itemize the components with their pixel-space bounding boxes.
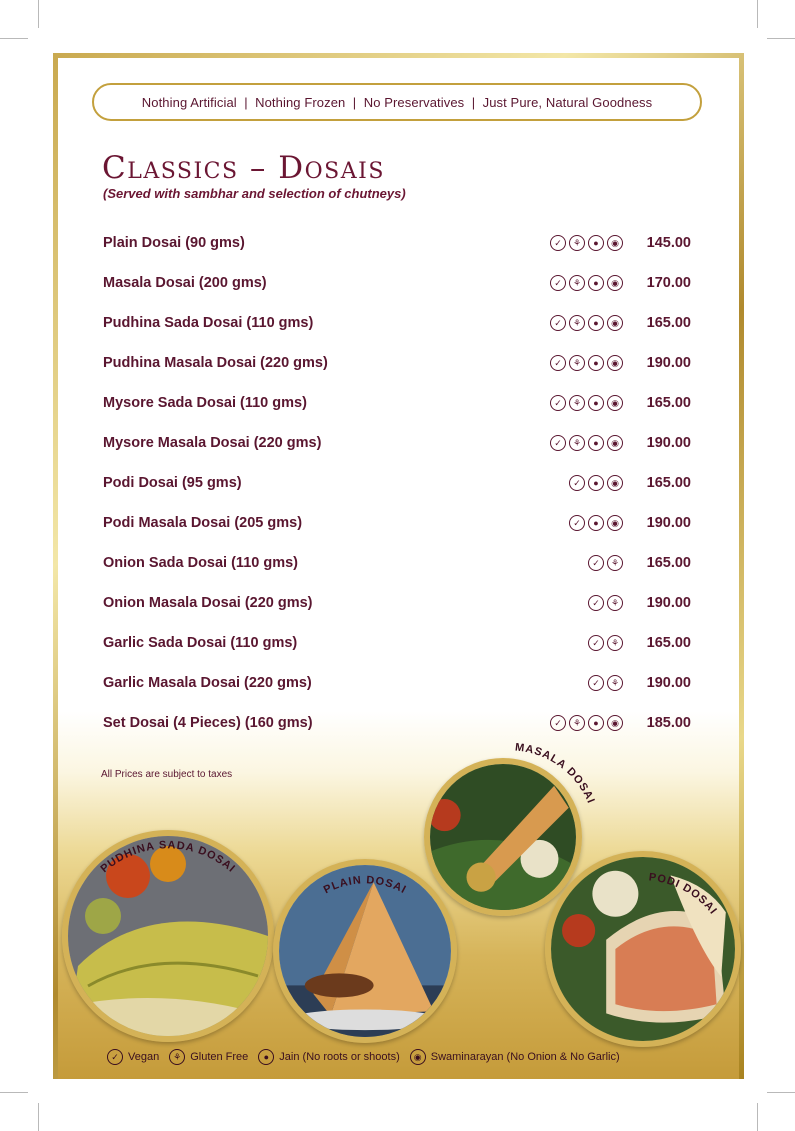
label-podi-dosai	[545, 830, 741, 940]
menu-item	[103, 550, 691, 590]
gluten-free-icon: ⚘	[569, 275, 585, 291]
gluten-free-icon: ⚘	[569, 435, 585, 451]
menu-item-diet-icons	[550, 235, 623, 251]
menu-item-name: Garlic Sada Dosai (110 gms)	[103, 635, 298, 651]
menu-item-name: Mysore Sada Dosai (110 gms)	[103, 395, 307, 411]
menu-item-diet-icons	[550, 275, 623, 291]
menu-item-price: 165.00	[646, 475, 691, 491]
svg-text:PUDHINA SADA DOSAI	[98, 839, 237, 875]
swaminarayan-icon: ◉	[410, 1049, 426, 1065]
vegan-icon: ✓	[588, 595, 604, 611]
section-title: Classics – Dosais	[102, 150, 385, 186]
gluten-free-icon: ⚘	[169, 1049, 185, 1065]
crop-mark	[767, 1092, 795, 1093]
menu-item-diet-icons	[588, 555, 623, 571]
menu-item	[103, 390, 691, 430]
vegan-icon: ✓	[550, 275, 566, 291]
menu-item-name: Onion Sada Dosai (110 gms)	[103, 555, 298, 571]
vegan-icon: ✓	[550, 235, 566, 251]
gluten-free-icon: ⚘	[569, 315, 585, 331]
menu-item	[103, 350, 691, 390]
gluten-free-icon: ⚘	[607, 555, 623, 571]
menu-item-price: 190.00	[646, 355, 691, 371]
menu-item-price: 190.00	[646, 595, 691, 611]
label-masala-text: MASALA DOSAI	[514, 741, 598, 806]
tagline-banner	[92, 83, 702, 121]
vegan-icon: ✓	[107, 1049, 123, 1065]
jain-icon: ●	[588, 235, 604, 251]
jain-icon: ●	[588, 715, 604, 731]
menu-item-diet-icons	[550, 435, 623, 451]
menu-item-price: 190.00	[646, 675, 691, 691]
swaminarayan-icon: ◉	[607, 235, 623, 251]
menu-item-diet-icons	[569, 475, 623, 491]
menu-item	[103, 310, 691, 350]
crop-mark	[0, 38, 28, 39]
menu-item	[103, 270, 691, 310]
svg-text:MASALA DOSAI	[514, 741, 597, 805]
swaminarayan-icon: ◉	[607, 315, 623, 331]
label-pudhina-sada-dosai	[62, 803, 274, 923]
menu-item-name: Podi Dosai (95 gms)	[103, 475, 242, 491]
menu-item-name: Plain Dosai (90 gms)	[103, 235, 245, 251]
swaminarayan-icon: ◉	[607, 395, 623, 411]
legend-vegan-label: Vegan	[128, 1051, 160, 1063]
swaminarayan-icon: ◉	[607, 275, 623, 291]
menu-item	[103, 510, 691, 550]
menu-item	[103, 630, 691, 670]
menu-page-frame	[53, 53, 744, 1079]
menu-item-price: 190.00	[646, 515, 691, 531]
vegan-icon: ✓	[569, 515, 585, 531]
gluten-free-icon: ⚘	[569, 235, 585, 251]
jain-icon: ●	[588, 475, 604, 491]
svg-text:PLAIN DOSAI	[322, 874, 409, 896]
swaminarayan-icon: ◉	[607, 515, 623, 531]
vegan-icon: ✓	[550, 355, 566, 371]
legend-jain	[258, 1049, 399, 1065]
menu-item-price: 185.00	[646, 715, 691, 731]
crop-mark	[767, 38, 795, 39]
label-pudhina-text: PUDHINA SADA DOSAI	[98, 839, 238, 876]
dietary-legend	[107, 1049, 620, 1065]
legend-swaminarayan-label: Swaminarayan (No Onion & No Garlic)	[430, 1051, 620, 1063]
svg-text:PODI DOSAI	[648, 871, 719, 917]
menu-item-name: Podi Masala Dosai (205 gms)	[103, 515, 303, 531]
vegan-icon: ✓	[550, 715, 566, 731]
vegan-icon: ✓	[550, 435, 566, 451]
crop-mark	[38, 1103, 39, 1131]
menu-item-price: 165.00	[646, 555, 691, 571]
vegan-icon: ✓	[569, 475, 585, 491]
menu-page	[58, 58, 739, 1079]
menu-item-price: 170.00	[646, 275, 691, 291]
vegan-icon: ✓	[588, 555, 604, 571]
gluten-free-icon: ⚘	[607, 675, 623, 691]
legend-gluten-free-label: Gluten Free	[190, 1051, 249, 1063]
menu-item-diet-icons	[569, 515, 623, 531]
jain-icon: ●	[258, 1049, 274, 1065]
menu-item-diet-icons	[588, 595, 623, 611]
legend-swaminarayan	[410, 1049, 620, 1065]
menu-item	[103, 430, 691, 470]
menu-item-price: 145.00	[646, 235, 691, 251]
vegan-icon: ✓	[550, 395, 566, 411]
vegan-icon: ✓	[550, 315, 566, 331]
crop-mark	[38, 0, 39, 28]
swaminarayan-icon: ◉	[607, 475, 623, 491]
menu-item-price: 165.00	[646, 635, 691, 651]
menu-item-diet-icons	[550, 715, 623, 731]
menu-item	[103, 670, 691, 710]
tax-note: All Prices are subject to taxes	[101, 769, 233, 780]
menu-item-price: 165.00	[646, 315, 691, 331]
menu-item-name: Set Dosai (4 Pieces) (160 gms)	[103, 715, 313, 731]
menu-item-name: Mysore Masala Dosai (220 gms)	[103, 435, 322, 451]
jain-icon: ●	[588, 355, 604, 371]
jain-icon: ●	[588, 275, 604, 291]
swaminarayan-icon: ◉	[607, 355, 623, 371]
menu-item	[103, 590, 691, 630]
crop-mark	[757, 0, 758, 28]
gluten-free-icon: ⚘	[569, 355, 585, 371]
gluten-free-icon: ⚘	[569, 395, 585, 411]
jain-icon: ●	[588, 395, 604, 411]
menu-item	[103, 230, 691, 270]
menu-item-name: Garlic Masala Dosai (220 gms)	[103, 675, 312, 691]
vegan-icon: ✓	[588, 635, 604, 651]
legend-vegan	[107, 1049, 159, 1065]
gluten-free-icon: ⚘	[607, 635, 623, 651]
jain-icon: ●	[588, 315, 604, 331]
label-podi-text: PODI DOSAI	[648, 871, 720, 918]
gluten-free-icon: ⚘	[569, 715, 585, 731]
menu-item-name: Pudhina Masala Dosai (220 gms)	[103, 355, 328, 371]
menu-item-name: Pudhina Sada Dosai (110 gms)	[103, 315, 314, 331]
menu-item-name: Masala Dosai (200 gms)	[103, 275, 267, 291]
jain-icon: ●	[588, 515, 604, 531]
gluten-free-icon: ⚘	[607, 595, 623, 611]
menu-item-diet-icons	[588, 675, 623, 691]
swaminarayan-icon: ◉	[607, 435, 623, 451]
menu-item-name: Onion Masala Dosai (220 gms)	[103, 595, 313, 611]
menu-item	[103, 470, 691, 510]
legend-gluten-free	[169, 1049, 248, 1065]
crop-mark	[0, 1092, 28, 1093]
section-subtitle: (Served with sambhar and selection of chutneys)	[103, 186, 406, 201]
menu-item-price: 190.00	[646, 435, 691, 451]
label-plain-text: PLAIN DOSAI	[321, 874, 409, 897]
menu-item-diet-icons	[588, 635, 623, 651]
menu-item-diet-icons	[550, 395, 623, 411]
legend-jain-label: Jain (No roots or shoots)	[279, 1051, 400, 1063]
menu-list	[103, 230, 691, 750]
menu-item-diet-icons	[550, 315, 623, 331]
menu-item-price: 165.00	[646, 395, 691, 411]
swaminarayan-icon: ◉	[607, 715, 623, 731]
tagline-text: Nothing Artificial | Nothing Frozen | No Preservatives | Just Pure, Natural Goodness	[141, 94, 653, 110]
vegan-icon: ✓	[588, 675, 604, 691]
crop-mark	[757, 1103, 758, 1131]
menu-item-diet-icons	[550, 355, 623, 371]
jain-icon: ●	[588, 435, 604, 451]
